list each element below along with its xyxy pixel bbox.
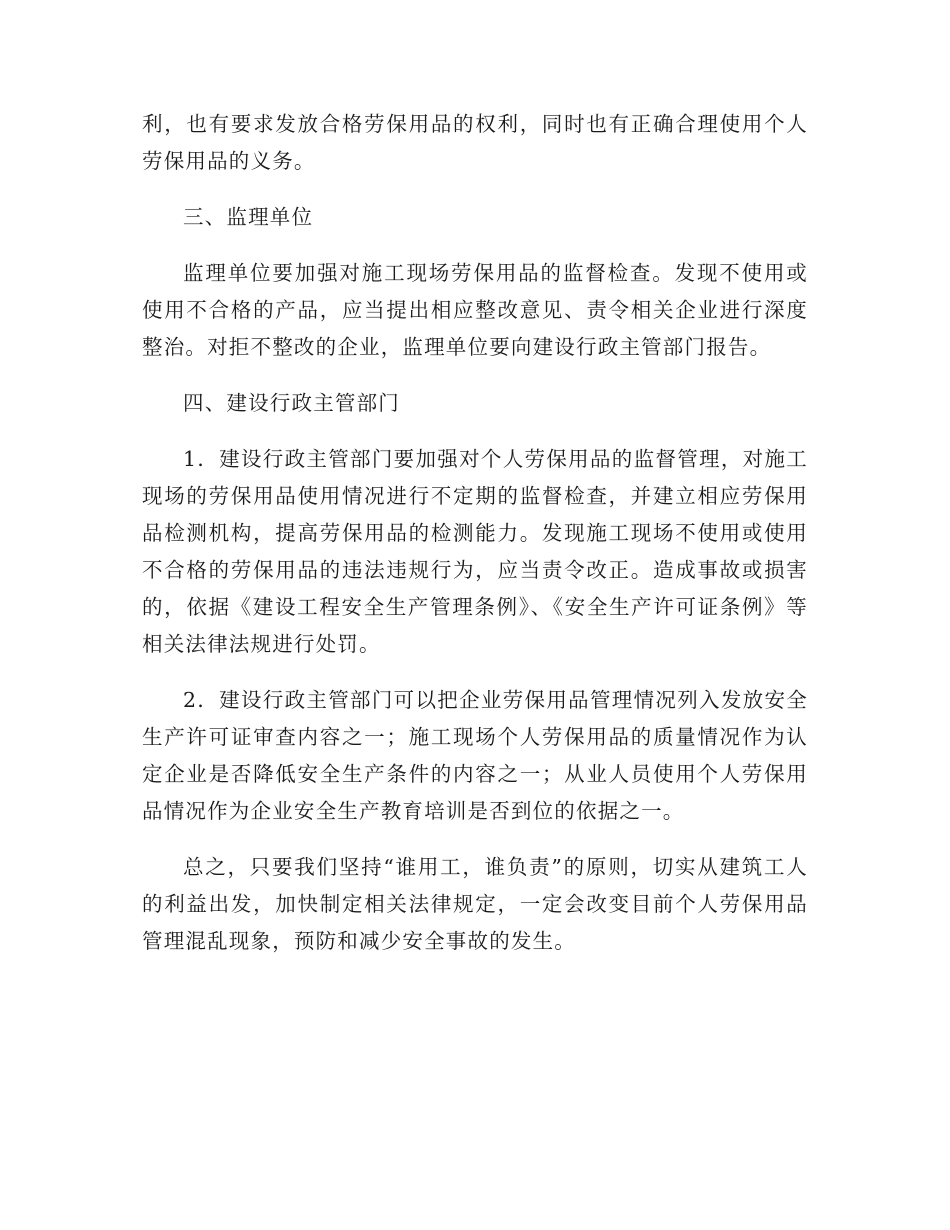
document-page [142,106,808,979]
paragraph-continuation: 利，也有要求发放合格劳保用品的权利，同时也有正确合理使用个人劳保用品的义务。 [142,112,808,173]
paragraph-supervision-unit: 监理单位要加强对施工现场劳保用品的监督检查。发现不使用或使用不合格的产品，应当提出相应整改意见、责令相关企业进行深度整治。对拒不整改的企业，监理单位要向建设行政主管部门报告。 [142,261,808,359]
section-heading-construction-authority: 四、建设行政主管部门 [183,391,400,415]
paragraph-conclusion: 总之，只要我们坚持“谁用工，谁负责”的原则，切实从建筑工人的利益出发，加快制定相关法律规定，一定会改变目前个人劳保用品管理混乱现象，预防和减少安全事故的发生。 [142,855,808,953]
paragraph-authority-item-2: 2．建设行政主管部门可以把企业劳保用品管理情况列入发放安全生产许可证审查内容之一；施工现场个人劳保用品的质量情况作为认定企业是否降低安全生产条件的内容之一；从业人员使用个人劳保用品情况作为企业安全生产教育培训是否到位的依据之一。 [142,688,808,823]
paragraph-authority-item-1: 1．建设行政主管部门要加强对个人劳保用品的监督管理，对施工现场的劳保用品使用情况进行不定期的监督检查，并建立相应劳保用品检测机构，提高劳保用品的检测能力。发现施工现场不使用或使用不合格的劳保用品的违法违规行为，应当责令改正。造成事故或损害的，依据《建设工程安全生产管理条例》、《安全生产许可证条例》等相关法律法规进行处罚。 [142,447,808,656]
section-heading-supervision-unit: 三、监理单位 [183,205,314,229]
